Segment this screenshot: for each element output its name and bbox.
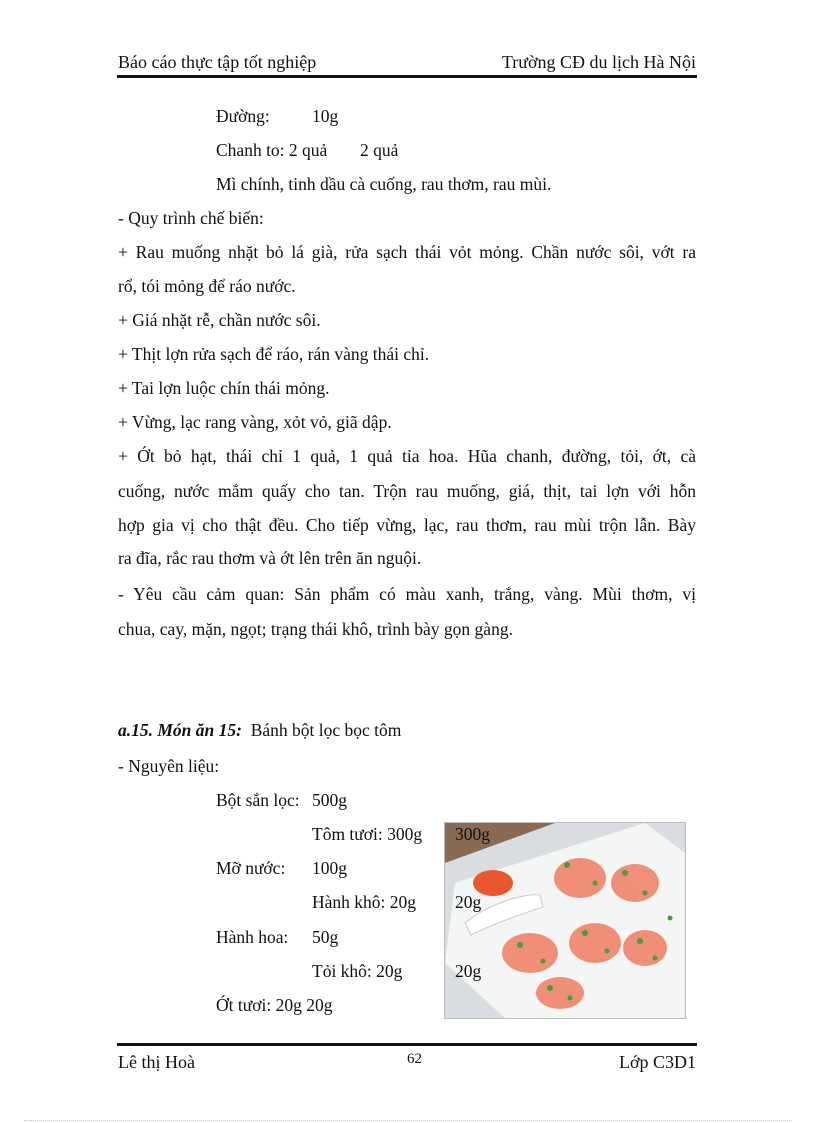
ingredient-name: Bột sắn lọc: xyxy=(216,790,300,810)
sensory-line: chua, cay, mặn, ngọt; trạng thái khô, trình bày gọn gàng. xyxy=(118,619,513,639)
dish-photo-icon xyxy=(445,823,685,1018)
step-line: cuống, nước mắm quấy cho tan. Trộn rau muống, giá, thịt, tai lợn với hỗn xyxy=(118,481,696,501)
ingredient-qty: 50g xyxy=(312,927,339,947)
ingredient-name: Hành hoa: xyxy=(216,927,289,947)
step-line: hợp gia vị cho thật đều. Cho tiếp vừng, lạc, rau thơm, rau mùi trộn lẫn. Bày xyxy=(118,515,696,535)
ingredient-qty: 100g xyxy=(312,858,347,878)
step-line: ra đĩa, rắc rau thơm và ớt lên trên ăn nguội. xyxy=(118,548,422,568)
ingredient-qty: 10g xyxy=(312,106,339,126)
ingredient-name: Hành khô: 20g xyxy=(312,892,417,912)
ingredient-name: Mỡ nước: xyxy=(216,858,286,878)
step-line: rổ, tói mỏng để ráo nước. xyxy=(118,276,296,296)
ingredient-qty: 20g xyxy=(455,892,482,912)
sensory-line: - Yêu cầu cảm quan: Sản phẩm có màu xanh, trắng, vàng. Mùi thơm, vị xyxy=(118,584,696,604)
ingredient-name: Đường: xyxy=(216,106,270,126)
ingredient-name: Tôm tươi: 300g xyxy=(312,824,423,844)
ingredients-title: - Nguyên liệu: xyxy=(118,756,220,776)
page-number: 62 xyxy=(407,1051,422,1067)
process-title: - Quy trình chế biến: xyxy=(118,208,264,228)
ingredient-name: Tỏi khô: 20g xyxy=(312,961,403,981)
step-line: + Thịt lợn rửa sạch để ráo, rán vàng thái chỉ. xyxy=(118,344,430,364)
ingredient-qty: 500g xyxy=(312,790,347,810)
step-line: + Vừng, lạc rang vàng, xỏt vỏ, giã dập. xyxy=(118,412,392,432)
ingredient-name: Ớt tươi: 20g 20g xyxy=(216,995,333,1015)
header-left: Báo cáo thực tập tốt nghiệp xyxy=(118,52,317,72)
page-boundary xyxy=(24,1120,792,1121)
spices-line: Mì chính, tinh dầu cà cuống, rau thơm, rau mùi. xyxy=(216,174,552,194)
footer-class: Lớp C3D1 xyxy=(618,1052,696,1072)
dish-label: a.15. Món ăn 15: xyxy=(118,720,242,740)
ingredient-qty: 20g xyxy=(455,961,482,981)
footer-author: Lê thị Hoà xyxy=(118,1052,195,1072)
header-right: Trường CĐ du lịch Hà Nội xyxy=(501,52,696,72)
footer-rule xyxy=(117,1043,697,1046)
ingredient-name: Chanh to: 2 quả xyxy=(216,140,328,160)
step-line: + Giá nhặt rễ, chần nước sôi. xyxy=(118,310,321,330)
step-line: + Ớt bỏ hạt, thái chỉ 1 quả, 1 quả tỉa hoa. Hũa chanh, đường, tỏi, ớt, cà xyxy=(118,446,696,466)
ingredient-qty: 300g xyxy=(455,824,490,844)
dish-photo xyxy=(444,822,686,1019)
header-rule xyxy=(117,75,697,78)
step-line: + Tai lợn luộc chín thái mỏng. xyxy=(118,378,330,398)
dish-name: Bánh bột lọc bọc tôm xyxy=(250,720,402,740)
ingredient-qty: 2 quả xyxy=(360,140,399,160)
step-line: + Rau muống nhặt bỏ lá già, rửa sạch thái vỏt mỏng. Chần nước sôi, vớt ra xyxy=(118,242,696,262)
dish-heading xyxy=(118,720,401,741)
